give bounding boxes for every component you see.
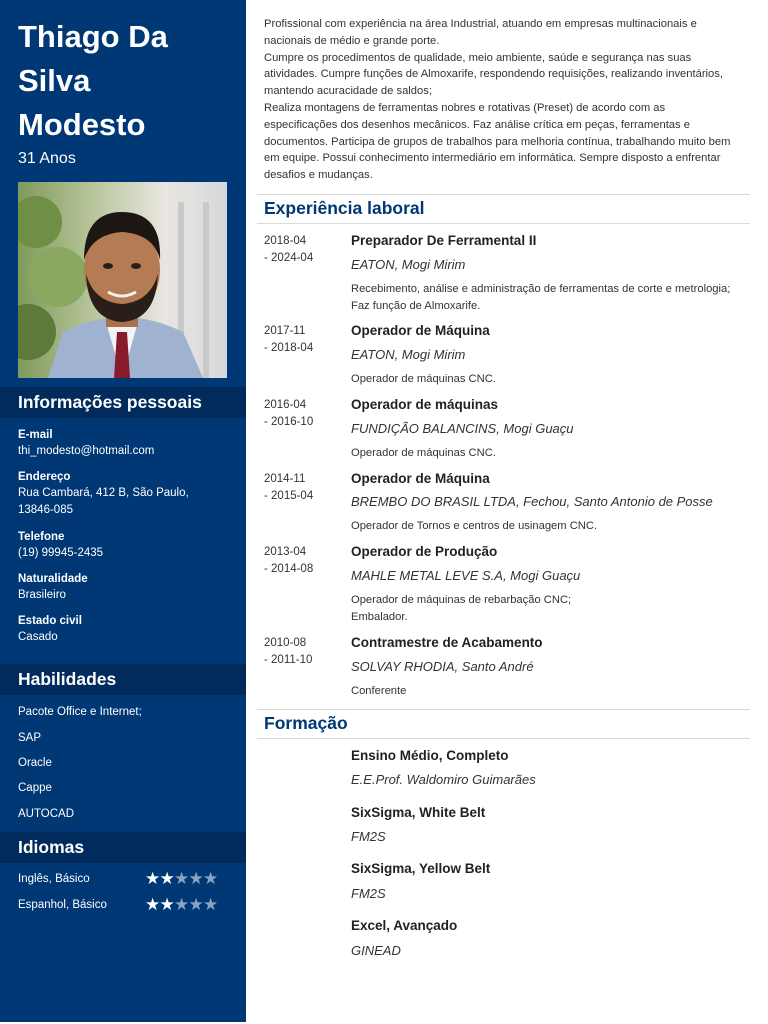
job-end: - 2018-04 bbox=[264, 342, 314, 354]
phone-label: Telefone bbox=[18, 531, 65, 543]
nationality-label: Naturalidade bbox=[18, 573, 88, 585]
star-icon: ★ bbox=[203, 895, 219, 914]
education-institution: GINEAD bbox=[351, 943, 401, 958]
skill-item: Oracle bbox=[18, 757, 52, 769]
job-title: Contramestre de Acabamento bbox=[351, 635, 543, 650]
summary-line: documentos. Participa de grupos de trabalhos para melhoria contínua, trabalhando muito bem bbox=[264, 135, 731, 148]
personal-info-heading: Informações pessoais bbox=[18, 392, 202, 412]
divider bbox=[257, 738, 750, 739]
job-start: 2017-11 bbox=[264, 325, 306, 337]
education-title: SixSigma, White Belt bbox=[351, 805, 486, 820]
summary-line: desafios e mudanças. bbox=[264, 169, 373, 182]
education-title: SixSigma, Yellow Belt bbox=[351, 861, 491, 876]
candidate-name bbox=[18, 15, 238, 147]
job-dates bbox=[264, 233, 344, 267]
job-end: - 2011-10 bbox=[264, 654, 313, 666]
star-icon: ★ bbox=[159, 869, 175, 888]
education-institution: E.E.Prof. Waldomiro Guimarães bbox=[351, 772, 536, 787]
job-description bbox=[351, 518, 751, 535]
professional-summary bbox=[264, 16, 754, 184]
address-label: Endereço bbox=[18, 471, 71, 483]
language-label: Inglês, Básico bbox=[18, 873, 90, 885]
job-description-line: Embalador. bbox=[351, 611, 408, 623]
job-dates bbox=[264, 397, 344, 431]
job-description bbox=[351, 445, 751, 462]
skills-heading: Habilidades bbox=[18, 669, 117, 689]
job-company: FUNDIÇÃO BALANCINS, Mogi Guaçu bbox=[351, 421, 574, 436]
summary-line: especificações dos desenhos mecânicos. Faz análise crítica em peças, ferramentas e bbox=[264, 118, 690, 131]
language-row bbox=[18, 895, 228, 915]
job-description-line: Operador de máquinas CNC. bbox=[351, 447, 496, 459]
star-icon: ★ bbox=[174, 895, 190, 914]
job-start: 2014-11 bbox=[264, 473, 306, 485]
candidate-age: 31 Anos bbox=[18, 150, 76, 167]
job-description-line: Conferente bbox=[351, 685, 407, 697]
job-start: 2010-08 bbox=[264, 637, 307, 649]
skills-header bbox=[0, 664, 246, 695]
language-label: Espanhol, Básico bbox=[18, 899, 107, 911]
star-icon: ★ bbox=[145, 895, 161, 914]
education-heading: Formação bbox=[264, 713, 348, 733]
name-line: Thiago Da bbox=[18, 19, 168, 54]
job-end: - 2024-04 bbox=[264, 252, 314, 264]
job-description-line: Operador de máquinas de rebarbação CNC; bbox=[351, 594, 572, 606]
divider bbox=[257, 223, 750, 224]
job-dates bbox=[264, 544, 344, 578]
summary-line: mantendo acuracidade de saldos; bbox=[264, 85, 432, 98]
star-icon: ★ bbox=[159, 895, 175, 914]
summary-line: atividades. Cumpre funções de Almoxarife, respondendo requisições, realizando inventários, bbox=[264, 68, 723, 81]
job-company: MAHLE METAL LEVE S.A, Mogi Guaçu bbox=[351, 568, 581, 583]
job-description-line: Faz função de Almoxarife. bbox=[351, 300, 481, 312]
languages-header bbox=[0, 832, 246, 863]
sidebar bbox=[0, 0, 246, 1022]
job-title: Operador de Máquina bbox=[351, 323, 490, 338]
star-icon: ★ bbox=[188, 895, 204, 914]
star-icon: ★ bbox=[203, 869, 219, 888]
experience-heading: Experiência laboral bbox=[264, 198, 425, 218]
job-start: 2016-04 bbox=[264, 399, 307, 411]
job-dates bbox=[264, 471, 344, 505]
job-start: 2018-04 bbox=[264, 235, 307, 247]
skill-item: AUTOCAD bbox=[18, 808, 75, 820]
star-icon: ★ bbox=[145, 869, 161, 888]
address-line: 13846-085 bbox=[18, 504, 73, 516]
job-title: Operador de Produção bbox=[351, 544, 498, 559]
job-company: EATON, Mogi Mirim bbox=[351, 257, 466, 272]
job-description bbox=[351, 683, 751, 700]
language-rating bbox=[145, 896, 218, 913]
nationality-value: Brasileiro bbox=[18, 589, 66, 601]
job-description bbox=[351, 371, 751, 388]
civil-status-label: Estado civil bbox=[18, 615, 82, 627]
job-company: EATON, Mogi Mirim bbox=[351, 347, 466, 362]
summary-line: Cumpre os procedimentos de qualidade, meio ambiente, saúde e segurança nas suas bbox=[264, 51, 692, 64]
name-line: Silva bbox=[18, 63, 91, 98]
personal-info-header bbox=[0, 387, 246, 418]
job-title: Operador de máquinas bbox=[351, 397, 499, 412]
profile-photo bbox=[18, 182, 227, 378]
summary-line: Profissional com experiência na área Industrial, atuando em empresas multinacionais e bbox=[264, 18, 697, 30]
civil-status-value: Casado bbox=[18, 631, 58, 643]
job-company: SOLVAY RHODIA, Santo André bbox=[351, 659, 534, 674]
education-institution: FM2S bbox=[351, 829, 386, 844]
job-description-line: Operador de máquinas CNC. bbox=[351, 373, 496, 385]
job-dates bbox=[264, 323, 344, 357]
job-dates bbox=[264, 635, 344, 669]
job-title: Operador de Máquina bbox=[351, 471, 490, 486]
job-description bbox=[351, 281, 751, 315]
star-icon: ★ bbox=[188, 869, 204, 888]
address-line: Rua Cambará, 412 B, São Paulo, bbox=[18, 487, 189, 499]
language-row bbox=[18, 869, 228, 889]
summary-line: nacionais de médio e grande porte. bbox=[264, 34, 440, 47]
summary-line: em equipe. Possui conhecimento intermediário em informática. Sempre disposto a enfrentar bbox=[264, 152, 721, 165]
job-description bbox=[351, 592, 751, 626]
language-rating bbox=[145, 870, 218, 887]
skill-item: SAP bbox=[18, 732, 42, 744]
skill-item: Cappe bbox=[18, 782, 52, 794]
job-description-line: Operador de Tornos e centros de usinagem CNC. bbox=[351, 520, 598, 532]
name-line: Modesto bbox=[18, 107, 146, 142]
address-value bbox=[18, 485, 233, 519]
job-description-line: Recebimento, análise e administração de ferramentas de corte e metrologia; bbox=[351, 283, 731, 295]
email-label: E-mail bbox=[18, 429, 53, 441]
job-company: BREMBO DO BRASIL LTDA, Fechou, Santo Antonio de Posse bbox=[351, 494, 713, 509]
phone-value[interactable]: (19) 99945-2435 bbox=[18, 547, 104, 559]
job-end: - 2014-08 bbox=[264, 563, 314, 575]
star-icon: ★ bbox=[174, 869, 190, 888]
education-title: Excel, Avançado bbox=[351, 918, 458, 933]
email-value[interactable]: thi_modesto@hotmail.com bbox=[18, 445, 155, 457]
divider bbox=[257, 194, 750, 195]
job-title: Preparador De Ferramental II bbox=[351, 233, 537, 248]
languages-heading: Idiomas bbox=[18, 837, 85, 857]
divider bbox=[257, 709, 750, 710]
job-end: - 2015-04 bbox=[264, 490, 314, 502]
skill-item: Pacote Office e Internet; bbox=[18, 706, 142, 718]
summary-line: Realiza montagens de ferramentas nobres e rotativas (Preset) de acordo com as bbox=[264, 101, 666, 114]
education-title: Ensino Médio, Completo bbox=[351, 748, 509, 763]
education-institution: FM2S bbox=[351, 886, 386, 901]
job-end: - 2016-10 bbox=[264, 416, 314, 428]
job-start: 2013-04 bbox=[264, 546, 307, 558]
